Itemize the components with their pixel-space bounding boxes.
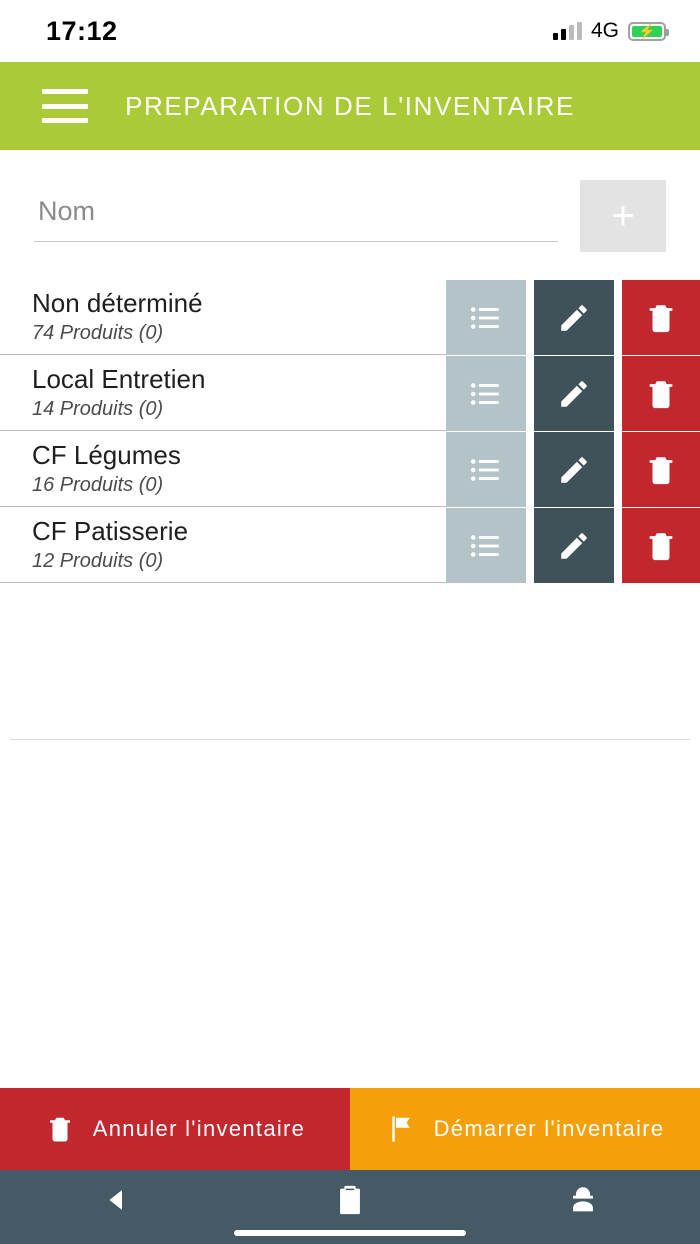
clipboard-icon[interactable] [290,1171,410,1229]
row-subtitle: 74 Produits (0) [32,322,164,345]
row-text [0,508,446,583]
row-actions [446,432,700,507]
trash-icon[interactable] [622,356,700,431]
hamburger-menu-icon[interactable] [42,89,88,123]
row-subtitle: 14 Produits (0) [32,398,164,421]
list-lines-icon[interactable] [446,280,526,355]
row-text [0,280,446,355]
list-item[interactable] [0,432,700,507]
page-title: PREPARATION DE L'INVENTAIRE [125,90,575,121]
trash-icon[interactable] [622,280,700,355]
row-title: Local Entretien [32,363,206,394]
zone-list [0,280,700,584]
list-lines-icon[interactable] [446,356,526,431]
flag-icon [386,1114,416,1144]
main-content [0,150,700,1088]
list-lines-icon[interactable] [446,508,526,583]
list-item[interactable] [0,356,700,431]
back-triangle-icon[interactable] [57,1171,177,1229]
trash-icon[interactable] [622,432,700,507]
list-lines-icon[interactable] [446,432,526,507]
app-bar [0,62,700,150]
row-text [0,432,446,507]
row-actions [446,280,700,355]
signal-bars-icon [553,23,582,40]
add-zone-button[interactable]: + [580,180,666,252]
pencil-icon[interactable] [534,508,614,583]
row-title: CF Patisserie [32,515,189,546]
name-field-wrapper [34,180,580,242]
row-text [0,356,446,431]
start-inventory-button[interactable] [350,1088,700,1170]
row-actions [446,508,700,583]
network-type-label: 4G [590,19,619,42]
row-title: CF Légumes [32,439,181,470]
list-item[interactable] [0,280,700,355]
status-bar [0,0,700,62]
bottom-action-bar [0,1088,700,1170]
system-nav-bar [0,1170,700,1244]
trash-icon[interactable] [622,508,700,583]
worker-helmet-icon[interactable] [523,1171,643,1229]
cancel-inventory-label: Annuler l'inventaire [92,1116,306,1141]
list-item[interactable] [0,508,700,583]
row-title: Non déterminé [32,287,203,318]
status-time: 17:12 [46,15,118,46]
battery-charging-icon: ⚡ [628,22,666,41]
start-inventory-label: Démarrer l'inventaire [433,1116,665,1141]
add-zone-row [0,150,700,252]
status-indicators [553,19,666,43]
cancel-inventory-button[interactable] [0,1088,350,1170]
row-actions [446,356,700,431]
name-input[interactable] [34,180,558,242]
pencil-icon[interactable] [534,356,614,431]
content-spacer [0,740,700,1088]
pencil-icon[interactable] [534,432,614,507]
pencil-icon[interactable] [534,280,614,355]
trash-icon [45,1114,75,1144]
row-subtitle: 16 Produits (0) [32,474,164,497]
row-subtitle: 12 Produits (0) [32,550,164,573]
home-indicator [234,1230,466,1236]
